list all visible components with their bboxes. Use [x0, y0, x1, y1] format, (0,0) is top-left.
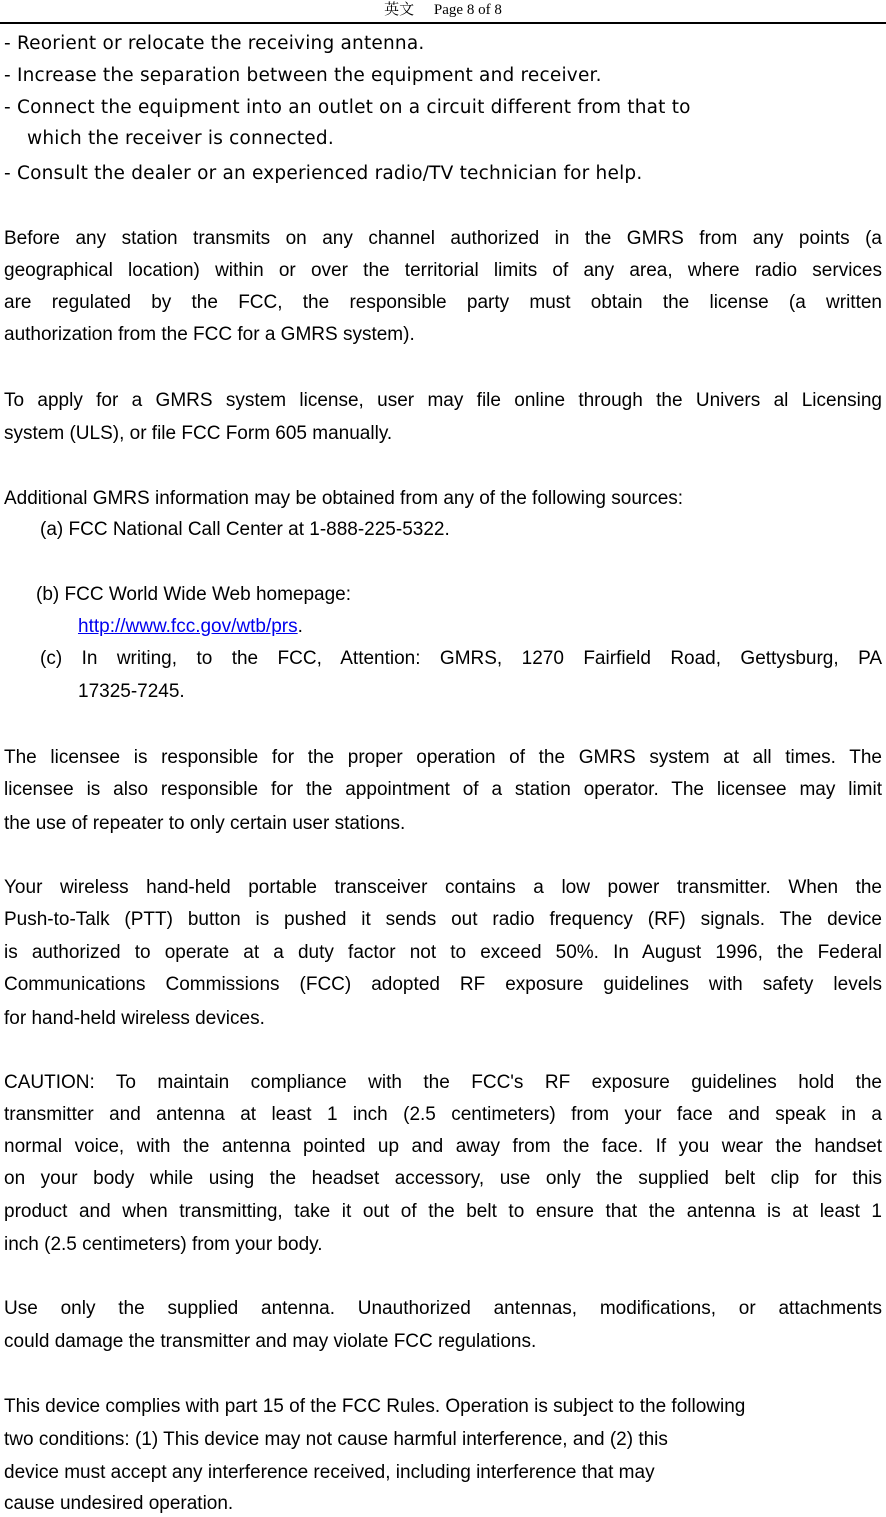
paragraph-line: is authorized to operate at a duty factor not to exceed 50%. In August 1996, the Federal — [4, 942, 882, 963]
paragraph-line: two conditions: (1) This device may not cause harmful interference, and (2) this — [4, 1429, 668, 1450]
paragraph-line: To apply for a GMRS system license, user may file online through the Univers al Licensing — [4, 390, 882, 411]
paragraph-line: cause undesired operation. — [4, 1493, 234, 1514]
paragraph-line: Push-to-Talk (PTT) button is pushed it sends out radio frequency (RF) signals. The device — [4, 909, 882, 930]
list-item: - Increase the separation between the equipment and receiver. — [4, 65, 602, 86]
paragraph-line: The licensee is responsible for the proper operation of the GMRS system at all times. The — [4, 747, 882, 768]
header-page-number: Page 8 of 8 — [433, 2, 502, 18]
sources-intro: Additional GMRS information may be obtained from any of the following sources: — [4, 488, 684, 509]
paragraph-line: on your body while using the headset accessory, use only the supplied belt clip for this — [4, 1168, 882, 1189]
paragraph-line: device must accept any interference received, including interference that may — [4, 1462, 655, 1483]
fcc-website-link[interactable]: http://www.fcc.gov/wtb/prs — [78, 616, 298, 637]
paragraph-line: Communications Commissions (FCC) adopted RF exposure guidelines with safety levels — [4, 974, 882, 995]
paragraph-line: This device complies with part 15 of the FCC Rules. Operation is subject to the following — [4, 1396, 746, 1417]
paragraph-line: normal voice, with the antenna pointed up and away from the face. If you wear the handset — [4, 1136, 882, 1157]
paragraph-line: transmitter and antenna at least 1 inch (2.5 centimeters) from your face and speak in a — [4, 1104, 882, 1125]
paragraph-line: inch (2.5 centimeters) from your body. — [4, 1234, 323, 1255]
paragraph-line: CAUTION: To maintain compliance with the FCC's RF exposure guidelines hold the — [4, 1072, 882, 1093]
paragraph-line: the use of repeater to only certain user stations. — [4, 813, 406, 834]
paragraph-line: Before any station transmits on any channel authorized in the GMRS from any points (a — [4, 228, 882, 249]
list-item: - Reorient or relocate the receiving antenna. — [4, 33, 425, 54]
paragraph-line: product and when transmitting, take it out of the belt to ensure that the antenna is at least 1 — [4, 1201, 882, 1222]
source-item-c-continuation: 17325-7245. — [78, 681, 185, 702]
paragraph-line: system (ULS), or file FCC Form 605 manually. — [4, 423, 393, 444]
source-item-a: (a) FCC National Call Center at 1-888-225-5322. — [40, 519, 450, 540]
paragraph-line: Use only the supplied antenna. Unauthorized antennas, modifications, or attachments — [4, 1298, 882, 1319]
header-language: 英文 — [384, 2, 415, 18]
paragraph-line: Your wireless hand-held portable transceiver contains a low power transmitter. When the — [4, 877, 882, 898]
link-period: . — [297, 616, 303, 637]
paragraph-line: licensee is also responsible for the appointment of a station operator. The licensee may limit — [4, 779, 882, 800]
source-item-b: (b) FCC World Wide Web homepage: — [36, 584, 352, 605]
list-item: - Connect the equipment into an outlet on a circuit different from that to — [4, 97, 691, 118]
source-item-b-link-line — [78, 615, 303, 639]
source-item-c: (c) In writing, to the FCC, Attention: GMRS, 1270 Fairfield Road, Gettysburg, PA — [40, 648, 882, 669]
paragraph-line: authorization from the FCC for a GMRS system). — [4, 324, 415, 345]
paragraph-line: could damage the transmitter and may violate FCC regulations. — [4, 1331, 537, 1352]
paragraph-line: are regulated by the FCC, the responsible party must obtain the license (a written — [4, 292, 882, 313]
page-header — [0, 0, 886, 24]
list-item-continuation: which the receiver is connected. — [27, 128, 334, 149]
paragraph-line: geographical location) within or over the territorial limits of any area, where radio services — [4, 260, 882, 281]
paragraph-line: for hand-held wireless devices. — [4, 1008, 265, 1029]
list-item: - Consult the dealer or an experienced radio/TV technician for help. — [4, 163, 643, 184]
